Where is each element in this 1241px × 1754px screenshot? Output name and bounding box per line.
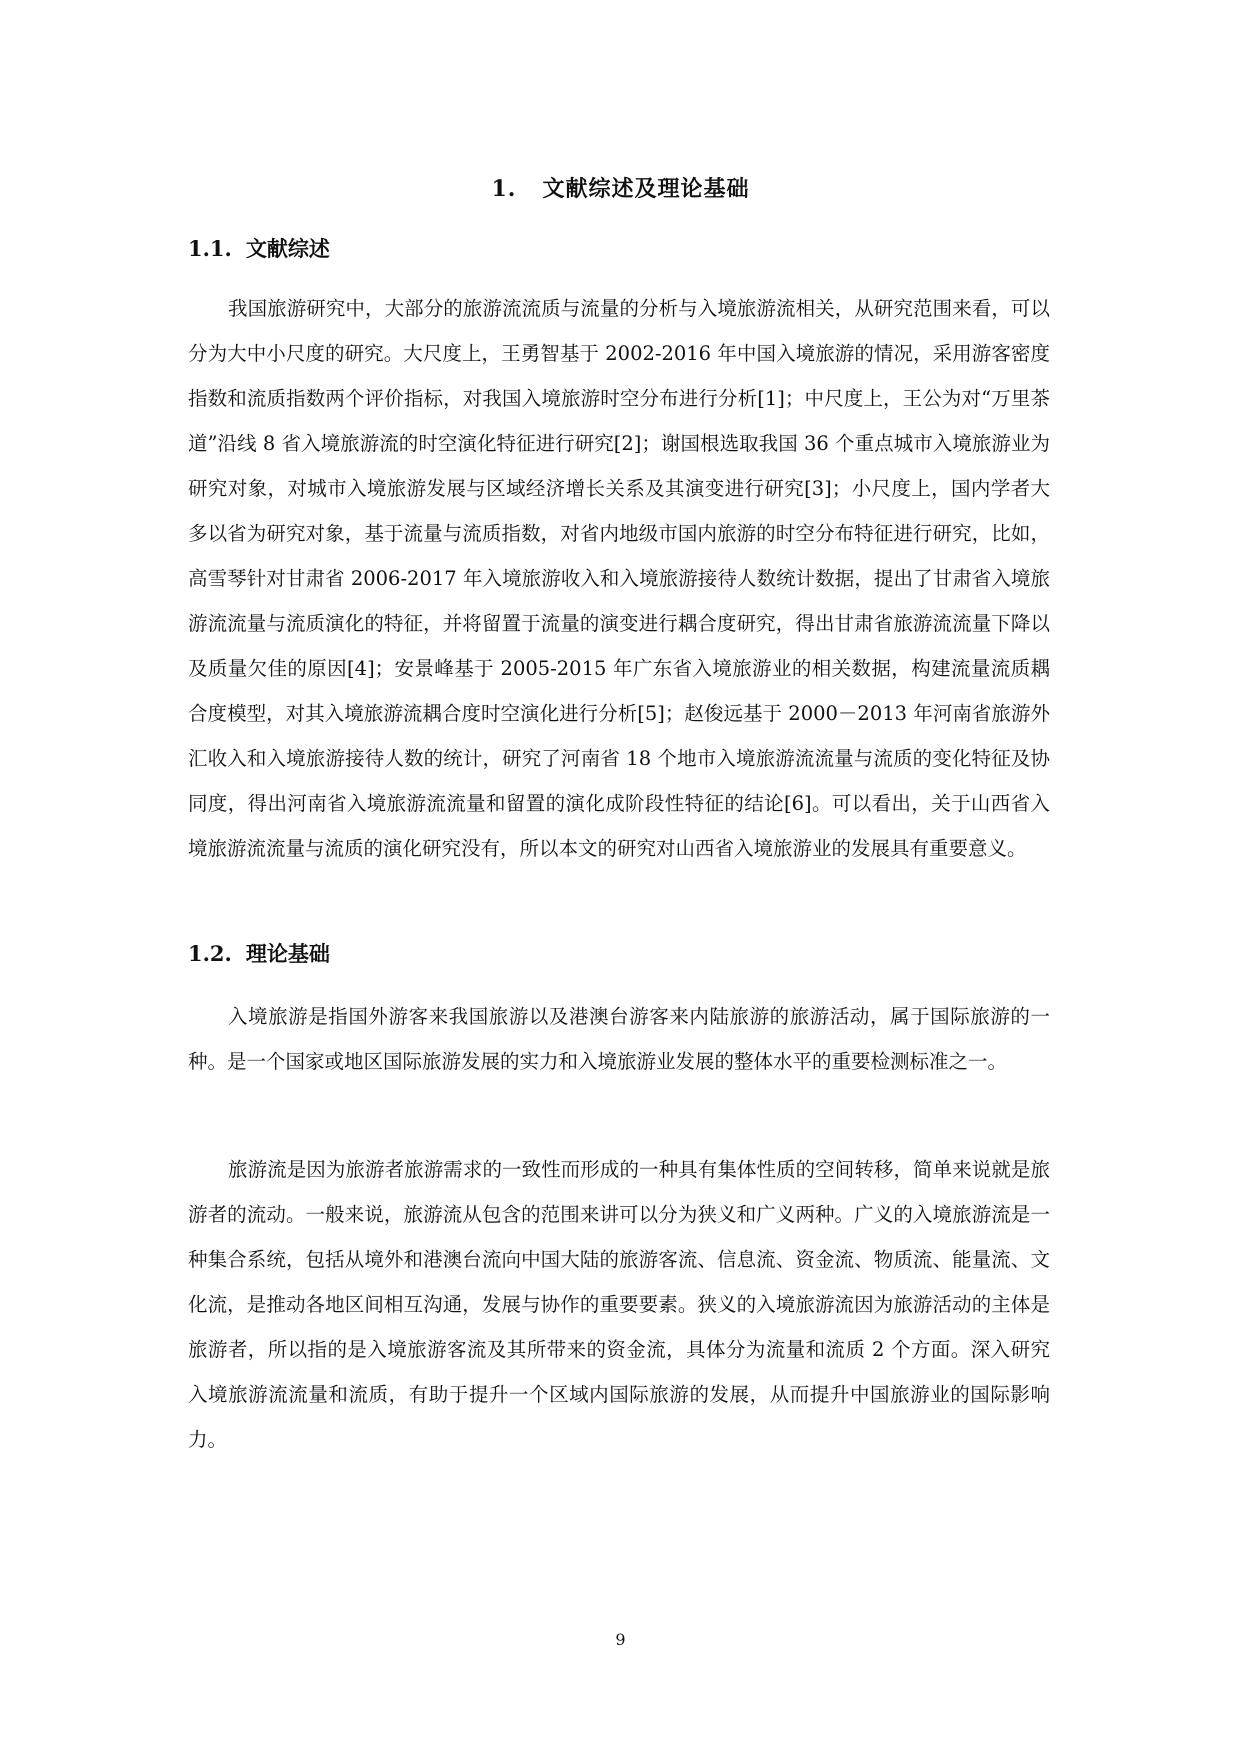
- section-number: 1.1.: [188, 236, 232, 261]
- paragraph-inbound-tourism-definition: 入境旅游是指国外游客来我国旅游以及港澳台游客来内陆旅游的旅游活动，属于国际旅游的一种。是一个国家或地区国际旅游发展的实力和入境旅游业发展的整体水平的重要检测标准之一。: [188, 1005, 1050, 1073]
- section-heading-1-1: [188, 233, 330, 263]
- section-title: 文献综述: [245, 236, 330, 261]
- chapter-number: 1.: [491, 176, 517, 202]
- paragraph-literature-review: 我国旅游研究中，大部分的旅游流流质与流量的分析与入境旅游流相关，从研究范围来看，可以分为大中小尺度的研究。大尺度上，王勇智基于 2002-2016 年中国入境旅游的情况，采用游客密度指数和流质指数两个评价指标，对我国入境旅游时空分布进行分析[1]；中尺度上，王公为对“万里茶道”沿线 8 省入境旅游流的时空演化特征进行研究[2]；谢国根选取我国 36 个重点城市入境旅游业为研究对象，对城市入境旅游发展与区域经济增长关系及其演变进行研究[3]；小尺度上，国内学者大多以省为研究对象，基于流量与流质指数，对省内地级市国内旅游的时空分布特征进行研究，比如，高雪琴针对甘肃省 2006-2017 年入境旅游收入和入境旅游接待人数统计数据，提出了甘肃省入境旅游流流量与流质演化的特征，并将留置于流量的演变进行耦合度研究，得出甘肃省旅游流流量下降以及质量欠佳的原因[4]；安景峰基于 2005-2015 年广东省入境旅游业的相关数据，构建流量流质耦合度模型，对其入境旅游流耦合度时空演化进行分析[5]；赵俊远基于 2000－2013 年河南省旅游外汇收入和入境旅游接待人数的统计，研究了河南省 18 个地市入境旅游流流量与流质的变化特征及协同度，得出河南省入境旅游流流量和留置的演化成阶段性特征的结论[6]。可以看出，关于山西省入境旅游流流量与流质的演化研究没有，所以本文的研究对山西省入境旅游业的发展具有重要意义。: [188, 297, 1050, 860]
- section-heading-1-2: [188, 938, 330, 968]
- page-number: 9: [615, 1630, 626, 1649]
- section-title: 理论基础: [245, 941, 330, 966]
- section-number: 1.2.: [188, 941, 232, 966]
- paragraph-tourism-flow-definition: 旅游流是因为旅游者旅游需求的一致性而形成的一种具有集体性质的空间转移，简单来说就是旅游者的流动。一般来说，旅游流从包含的范围来讲可以分为狭义和广义两种。广义的入境旅游流是一种集合系统，包括从境外和港澳台流向中国大陆的旅游客流、信息流、资金流、物质流、能量流、文化流，是推动各地区间相互沟通，发展与协作的重要要素。狭义的入境旅游流因为旅游活动的主体是旅游者，所以指的是入境旅游客流及其所带来的资金流，具体分为流量和流质 2 个方面。深入研究入境旅游流流量和流质，有助于提升一个区域内国际旅游的发展，从而提升中国旅游业的国际影响力。: [188, 1158, 1050, 1451]
- chapter-title-text: 文献综述及理论基础: [542, 176, 750, 202]
- chapter-title: [0, 172, 1241, 203]
